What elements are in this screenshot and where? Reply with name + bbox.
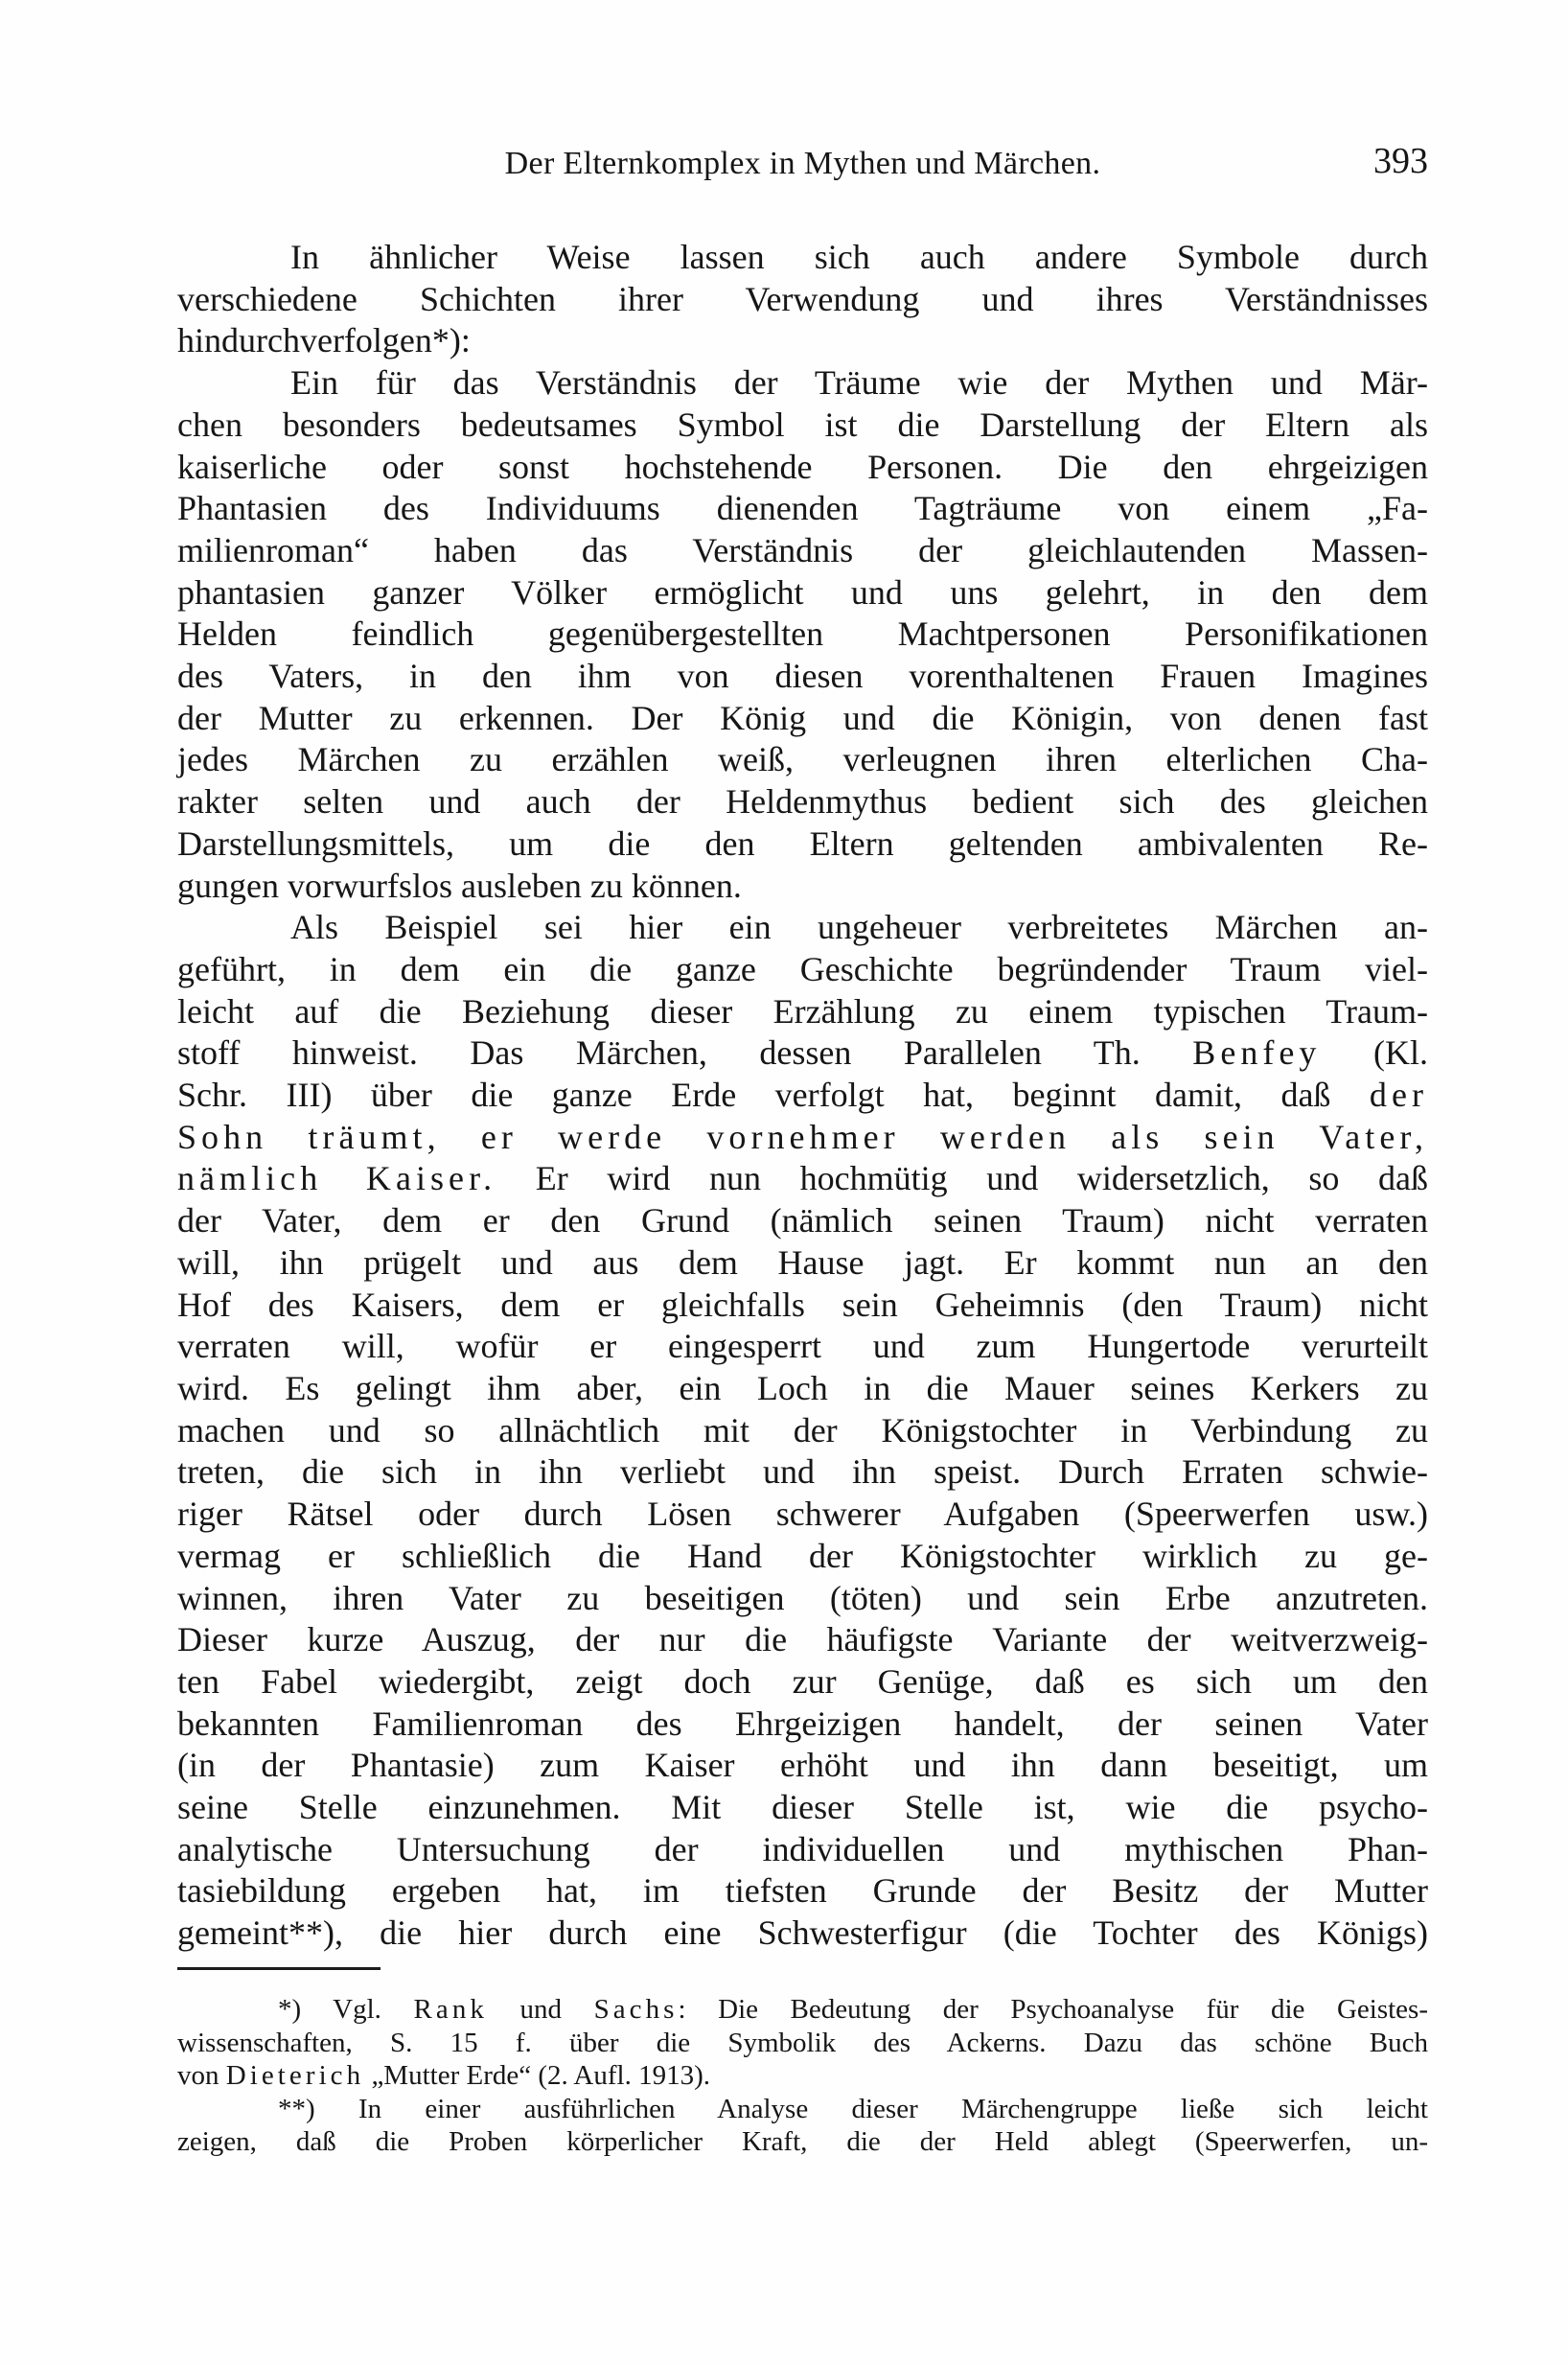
text-segment: Phantasien des Individuums dienenden Tagträume von einem „Fa-	[177, 489, 1428, 528]
text-segment: **) In einer ausführlichen Analyse dieser Märchengruppe ließe sich leicht	[278, 2093, 1428, 2124]
text-line	[177, 572, 1428, 614]
text-line	[177, 530, 1428, 572]
text-line	[177, 1200, 1428, 1242]
text-segment: stoff hinweist. Das Märchen, dessen Parallelen Th.	[177, 1033, 1193, 1073]
text-segment: wird. Es gelingt ihm aber, ein Loch in die Mauer seines Kerkers zu	[177, 1368, 1428, 1407]
text-line	[177, 823, 1428, 866]
text-line	[177, 447, 1428, 489]
text-line	[177, 1829, 1428, 1871]
text-line	[177, 1368, 1428, 1410]
text-line	[177, 2059, 1428, 2093]
text-segment: *) Vgl.	[278, 1994, 414, 2025]
text-line	[177, 1913, 1428, 1955]
text-segment: verschiedene Schichten ihrer Verwendung und ihres Verständnisses	[177, 279, 1428, 318]
emphasized-text: Rank	[413, 1994, 488, 2025]
text-segment: vermag er schließlich die Hand der Königstochter wirklich zu ge-	[177, 1536, 1428, 1575]
text-line	[177, 1326, 1428, 1368]
paragraph-intro	[177, 237, 1428, 362]
text-segment: (in der Phantasie) zum Kaiser erhöht und ihn dann beseitigt, um	[177, 1746, 1428, 1785]
text-line	[177, 656, 1428, 698]
text-line	[177, 1032, 1428, 1075]
text-segment: Dieser kurze Auszug, der nur die häufigste Variante der weitverzweig-	[177, 1620, 1428, 1659]
text-line	[177, 362, 1428, 405]
text-segment: phantasien ganzer Völker ermöglicht und uns gelehrt, in den dem	[177, 572, 1428, 612]
text-segment: hindurchverfolgen*):	[177, 321, 471, 360]
text-segment: jedes Märchen zu erzählen weiß, verleugnen ihren elterlichen Cha-	[177, 740, 1428, 779]
text-line	[177, 1993, 1428, 2027]
text-segment: In ähnlicher Weise lassen sich auch andere Symbole durch	[290, 238, 1428, 276]
running-head-title: Der Elternkomplex in Mythen und Märchen.	[504, 146, 1101, 181]
text-line	[177, 1704, 1428, 1746]
text-line	[177, 698, 1428, 740]
text-line	[177, 991, 1428, 1033]
footnote-1	[177, 1993, 1428, 2093]
text-line	[177, 1745, 1428, 1787]
text-segment: leicht auf die Beziehung dieser Erzählung zu einem typischen Traum-	[177, 991, 1428, 1031]
paragraph-family-romance	[177, 362, 1428, 907]
text-line	[177, 488, 1428, 530]
text-segment: wissenschaften, S. 15 f. über die Symbolik des Ackerns. Dazu das schöne Buch	[177, 2027, 1428, 2058]
text-segment: „Mutter Erde“ (2. Aufl. 1913).	[364, 2060, 710, 2092]
text-segment: Schr. III) über die ganze Erde verfolgt hat, beginnt damit, daß	[177, 1076, 1370, 1115]
text-line	[177, 1451, 1428, 1494]
text-segment: Er wird nun hochmütig und widersetzlich, so daß	[496, 1159, 1428, 1198]
text-line	[177, 1661, 1428, 1704]
text-segment: milienroman“ haben das Verständnis der gleichlautenden Massen-	[177, 530, 1428, 569]
emphasized-text: nämlich Kaiser.	[177, 1159, 497, 1198]
text-segment: Hof des Kaisers, dem er gleichfalls sein Geheimnis (den Traum) nicht	[177, 1285, 1428, 1324]
text-segment: verraten will, wofür er eingesperrt und zum Hungertode verurteilt	[177, 1327, 1428, 1366]
text-segment: der Vater, dem er den Grund (nämlich seinen Traum) nicht verraten	[177, 1201, 1428, 1240]
text-segment: und	[487, 1994, 594, 2025]
text-segment: von	[177, 2060, 226, 2092]
text-line	[177, 614, 1428, 656]
text-line	[177, 1578, 1428, 1620]
text-line	[177, 866, 1428, 908]
paragraph-fairy-tale-example	[177, 907, 1428, 1955]
page-number: 393	[1373, 141, 1428, 181]
text-segment: Als Beispiel sei hier ein ungeheuer verbreitetes Märchen an-	[290, 908, 1428, 947]
text-line	[177, 2027, 1428, 2060]
text-line	[177, 781, 1428, 823]
text-segment: ten Fabel wiedergibt, zeigt doch zur Genüge, daß es sich um den	[177, 1661, 1428, 1701]
text-segment: bekannten Familienroman des Ehrgeizigen handelt, der seinen Vater	[177, 1704, 1428, 1743]
text-line	[177, 1410, 1428, 1452]
text-line	[177, 237, 1428, 279]
emphasized-text: Sachs	[593, 1994, 679, 2025]
text-line	[177, 1619, 1428, 1661]
text-line	[177, 739, 1428, 781]
text-line	[177, 1117, 1428, 1159]
text-segment: analytische Untersuchung der individuellen und mythischen Phan-	[177, 1829, 1428, 1868]
text-line	[177, 1494, 1428, 1536]
footnote-area	[177, 1967, 1428, 2159]
text-line	[177, 907, 1428, 949]
text-segment: machen und so allnächtlich mit der Königstochter in Verbindung zu	[177, 1410, 1428, 1449]
text-segment: (Kl.	[1321, 1033, 1428, 1073]
text-segment: der Mutter zu erkennen. Der König und die Königin, von denen fast	[177, 698, 1428, 737]
text-segment: winnen, ihren Vater zu beseitigen (töten) und sein Erbe anzutreten.	[177, 1578, 1428, 1617]
text-segment: Darstellungsmittels, um die den Eltern geltenden ambivalenten Re-	[177, 823, 1428, 863]
text-segment: gemeint**), die hier durch eine Schwesterfigur (die Tochter des Königs)	[177, 1913, 1428, 1953]
text-segment: kaiserliche oder sonst hochstehende Personen. Die den ehrgeizigen	[177, 447, 1428, 486]
text-line	[177, 949, 1428, 991]
text-line	[177, 279, 1428, 321]
text-line	[177, 1536, 1428, 1578]
footnote-separator	[177, 1967, 380, 1970]
text-segment: riger Rätsel oder durch Lösen schwerer Aufgaben (Speerwerfen usw.)	[177, 1495, 1428, 1534]
text-line	[177, 2093, 1428, 2126]
text-segment: Ein für das Verständnis der Träume wie der Mythen und Mär-	[290, 363, 1428, 403]
text-segment: will, ihn prügelt und aus dem Hause jagt. Er kommt nun an den	[177, 1242, 1428, 1282]
text-line	[177, 1787, 1428, 1829]
text-line	[177, 405, 1428, 447]
text-line	[177, 1158, 1428, 1200]
emphasized-text: Dieterich	[225, 2060, 365, 2092]
text-line	[177, 1242, 1428, 1285]
text-segment: seine Stelle einzunehmen. Mit dieser Stelle ist, wie die psycho-	[177, 1788, 1428, 1827]
text-segment: treten, die sich in ihn verliebt und ihn speist. Durch Erraten schwie-	[177, 1452, 1428, 1492]
text-segment: : Die Bedeutung der Psychoanalyse für die Geistes-	[678, 1994, 1428, 2025]
emphasized-text: Benfey	[1192, 1033, 1322, 1073]
text-segment: zeigen, daß die Proben körperlicher Kraft, die der Held ablegt (Speerwerfen, un-	[177, 2126, 1428, 2158]
emphasized-text: der	[1369, 1076, 1428, 1115]
text-segment: geführt, in dem ein die ganze Geschichte begründender Traum viel-	[177, 949, 1428, 988]
text-segment: rakter selten und auch der Heldenmythus bedient sich des gleichen	[177, 782, 1428, 822]
text-segment: chen besonders bedeutsames Symbol ist die Darstellung der Eltern als	[177, 405, 1428, 444]
text-line	[177, 320, 1428, 362]
footnote-2	[177, 2093, 1428, 2159]
text-line	[177, 1870, 1428, 1913]
text-segment: Helden feindlich gegenübergestellten Machtpersonen Personifikationen	[177, 614, 1428, 654]
text-line	[177, 1285, 1428, 1327]
text-segment: tasiebildung ergeben hat, im tiefsten Grunde der Besitz der Mutter	[177, 1871, 1428, 1911]
text-line	[177, 1075, 1428, 1117]
body-text	[177, 237, 1428, 1955]
text-line	[177, 2125, 1428, 2159]
text-segment: gungen vorwurfslos ausleben zu können.	[177, 866, 742, 905]
text-segment: des Vaters, in den ihm von diesen vorenthaltenen Frauen Imagines	[177, 657, 1428, 696]
emphasized-text: Sohn träumt, er werde vornehmer werden als sein Vater,	[177, 1117, 1428, 1156]
